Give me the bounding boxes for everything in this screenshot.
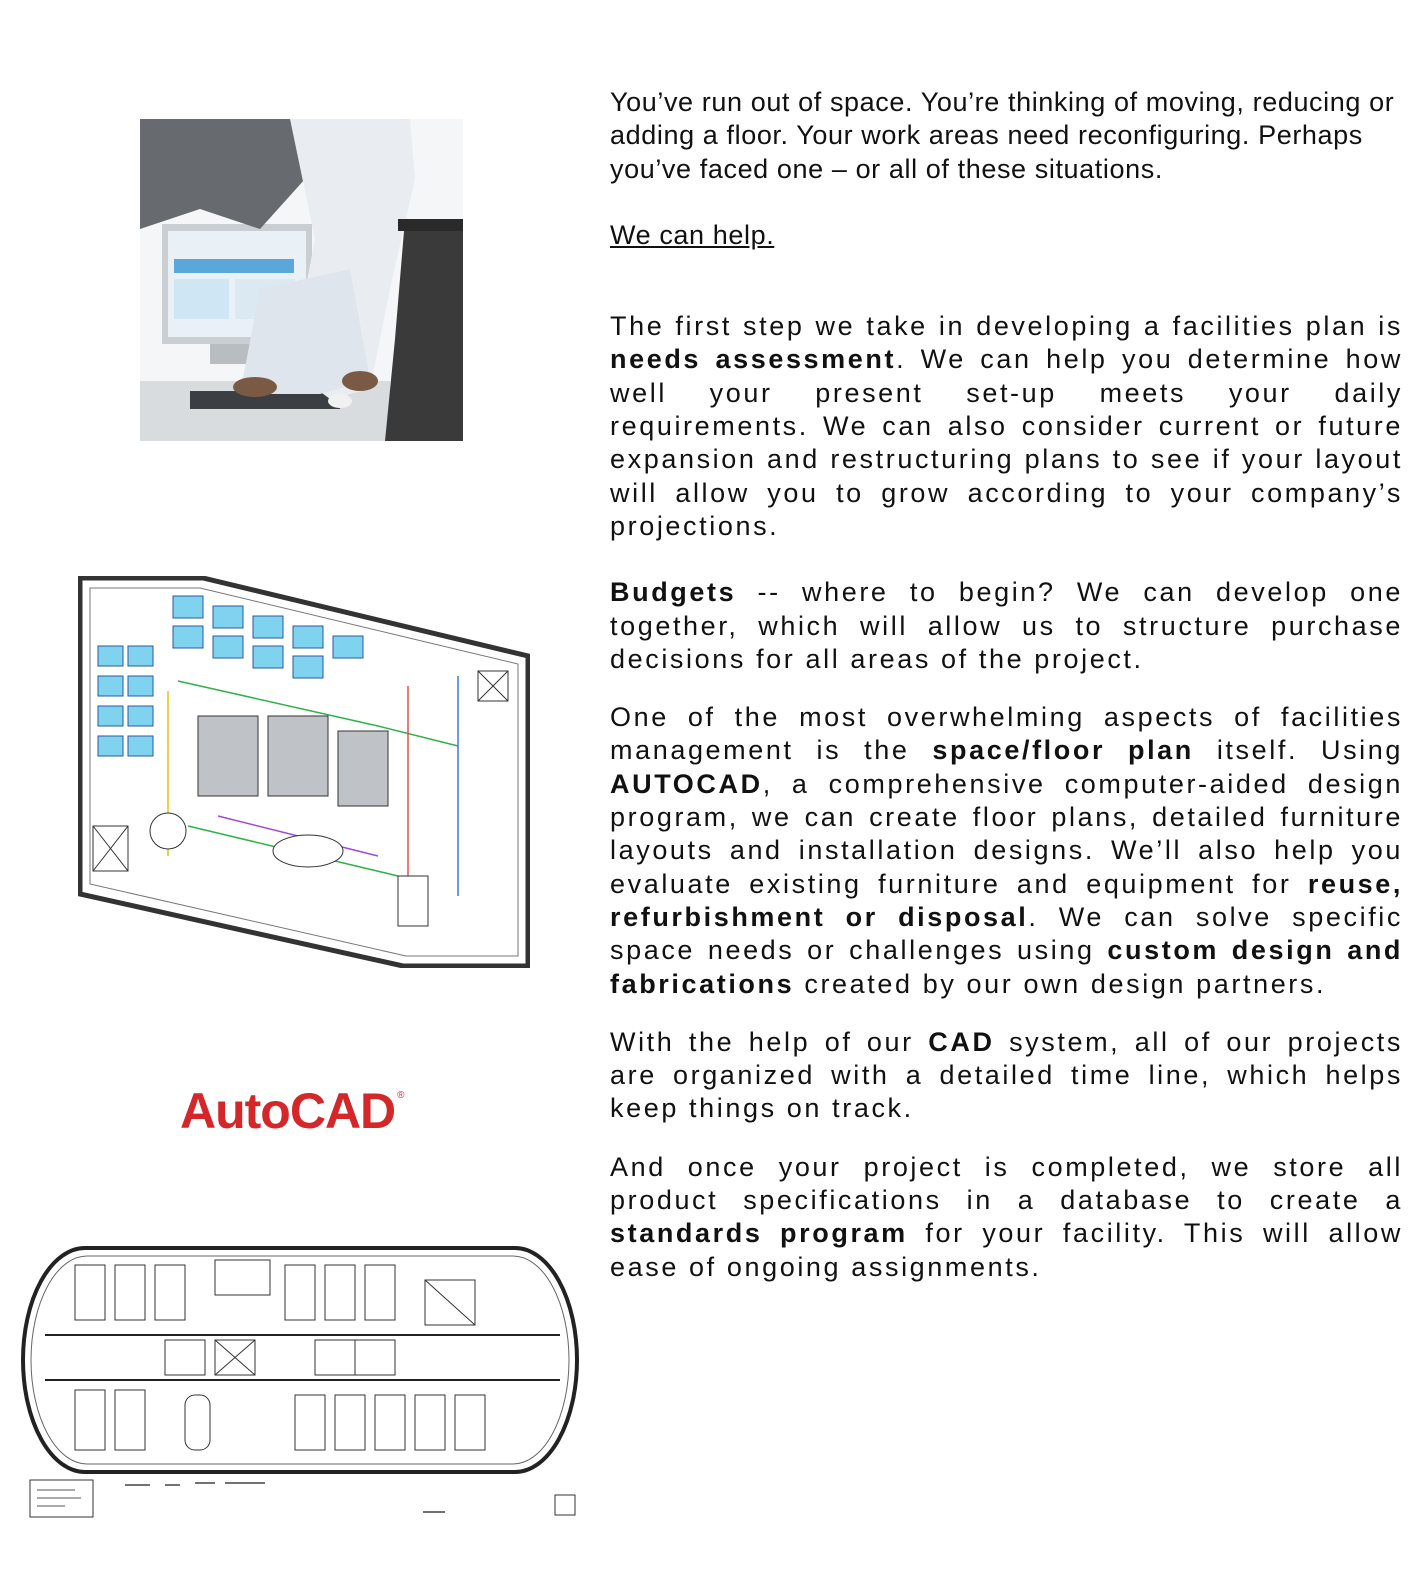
budgets-text: -- where to begin? We can develop one together, which will allow us to structure purchase decisions for all areas of the project. bbox=[610, 577, 1403, 674]
cad-text-a: With the help of our bbox=[610, 1026, 929, 1057]
space-text-c: itself. Using bbox=[1193, 735, 1404, 766]
cad-bold: CAD bbox=[928, 1026, 995, 1057]
budgets-paragraph bbox=[610, 576, 1403, 676]
custom-design-bold: custom design and fabrications bbox=[610, 935, 1404, 999]
black-white-cad-floor-plan bbox=[15, 1240, 585, 1525]
intro-paragraph: You’ve run out of space. You’re thinking of moving, reducing or adding a floor. Your work areas need reconfiguring. Perhaps you’ve faced one – or all of these situations. bbox=[610, 87, 1395, 184]
floor-plan-drawing bbox=[78, 576, 530, 968]
standards-text-c: for your facility. This will allow ease of ongoing assignments. bbox=[610, 1218, 1403, 1282]
standards-program-bold: standards program bbox=[610, 1218, 908, 1249]
autocad-logo bbox=[180, 1082, 404, 1140]
text-column bbox=[610, 86, 1403, 1284]
person-at-computer-photo bbox=[140, 119, 463, 441]
autocad-bold: AUTOCAD bbox=[610, 768, 763, 799]
budgets-bold: Budgets bbox=[610, 577, 737, 608]
space-text-a: One of the most overwhelming aspects of facilities management is the bbox=[610, 702, 1403, 766]
space-text-i: created by our own design partners. bbox=[794, 968, 1327, 999]
floor-plan-drawing-2 bbox=[15, 1240, 585, 1525]
needs-text-a: The first step we take in developing a facilities plan is bbox=[610, 311, 1403, 342]
cad-system-paragraph bbox=[610, 1026, 1403, 1126]
registered-mark: ® bbox=[397, 1090, 404, 1101]
autocad-logo-text: AutoCAD bbox=[180, 1083, 396, 1139]
space-floor-plan-bold: space/floor plan bbox=[932, 735, 1194, 766]
intro-section bbox=[610, 86, 1403, 252]
needs-text-c: . We can help you determine how well your present set-up meets your daily requirements. We can also consider current or future expansion and restructuring plans to see if your layout will allow you to grow according to your company’s projections. bbox=[610, 344, 1403, 541]
space-text-g: . We can solve specific space needs or challenges using bbox=[610, 901, 1403, 966]
photo-illustration bbox=[140, 119, 463, 441]
cad-text-c: system, all of our projects are organized with a detailed time line, which helps keep things on track. bbox=[610, 1026, 1403, 1124]
color-cad-floor-plan bbox=[78, 576, 530, 968]
reuse-bold: reuse, refurbishment or disposal bbox=[610, 868, 1403, 932]
we-can-help-text: We can help. bbox=[610, 219, 775, 250]
left-image-column bbox=[0, 0, 590, 1575]
needs-assessment-bold: needs assessment bbox=[610, 344, 897, 375]
space-text-e: , a comprehensive computer-aided design program, we can create floor plans, detailed furniture layouts and installation designs. We’ll also help you evaluate existing furniture and equipment for bbox=[610, 768, 1403, 899]
space-plan-paragraph bbox=[610, 701, 1403, 1001]
needs-assessment-paragraph bbox=[610, 310, 1403, 543]
standards-paragraph bbox=[610, 1151, 1403, 1284]
standards-text-a: And once your project is completed, we store all product specifications in a database to create a bbox=[610, 1151, 1403, 1216]
